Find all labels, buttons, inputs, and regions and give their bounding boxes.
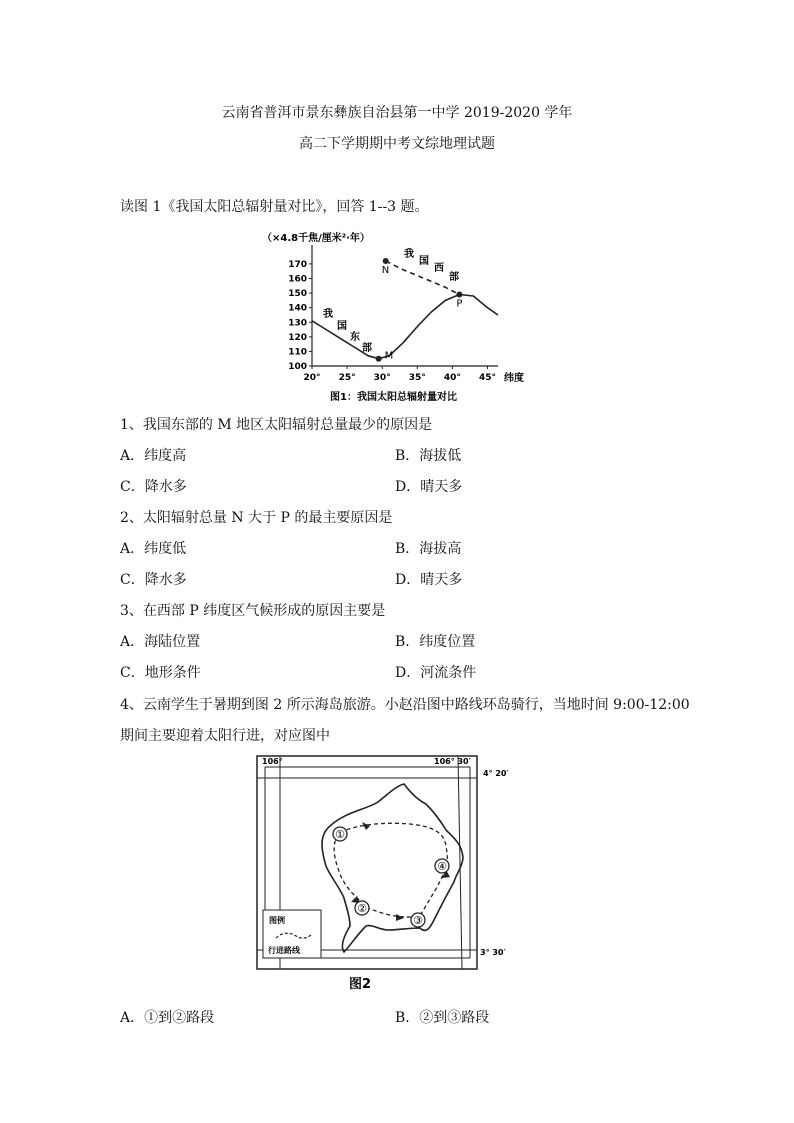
marker-1 [333, 827, 347, 841]
y-tick-label: 100 [288, 362, 307, 372]
q2-option-d[interactable]: D．晴天多 [395, 572, 463, 588]
q4-option-b[interactable]: B．②到③路段 [395, 1010, 490, 1026]
svg-text:④: ④ [437, 860, 447, 873]
y-tick-label: 120 [288, 332, 307, 343]
route-arrow-icon [396, 914, 404, 921]
figure1-chart [0, 225, 794, 405]
q1-option-c[interactable]: C．降水多 [120, 479, 187, 495]
point-label-m: M [384, 350, 394, 362]
x-tick-label: 40° [443, 373, 461, 383]
q2-option-c[interactable]: C．降水多 [120, 572, 187, 588]
q3-option-b[interactable]: B．纬度位置 [395, 634, 476, 650]
y-tick-label: 130 [288, 318, 307, 329]
figure1-xlabel: 纬度 [504, 373, 524, 384]
point-n [383, 258, 389, 264]
q4-option-a[interactable]: A．①到②路段 [120, 1010, 215, 1026]
q4-stem-line2: 期间主要迎着太阳行进，对应图中 [120, 728, 330, 744]
q1-option-a[interactable]: A．纬度高 [120, 448, 187, 464]
map-lon-right-label: 106° 30′ [434, 757, 471, 766]
y-tick-label: 170 [288, 259, 307, 270]
svg-text:①: ① [335, 828, 345, 841]
label-east-char: 我 [323, 309, 333, 320]
q1-option-d[interactable]: D．晴天多 [395, 479, 463, 495]
x-tick-label: 30° [373, 373, 391, 383]
marker-4 [435, 859, 449, 873]
svg-text:②: ② [357, 902, 367, 915]
label-west-char: 部 [449, 272, 459, 283]
figure1-caption: 图1：我国太阳总辐射量对比 [330, 392, 457, 403]
y-tick-label: 160 [288, 274, 307, 285]
label-east-char: 东 [350, 332, 360, 343]
q2-option-b[interactable]: B．海拔高 [395, 541, 462, 557]
map-legend-item: 行进路线 [268, 946, 300, 955]
figure2-map [0, 750, 794, 1000]
q2-stem: 2、太阳辐射总量 N 大于 P 的最主要原因是 [120, 510, 393, 526]
figure1-axes [288, 245, 498, 383]
label-east-char: 部 [362, 343, 372, 354]
point-label-n: N [381, 265, 390, 276]
svg-text:③: ③ [413, 914, 423, 927]
q3-option-c[interactable]: C．地形条件 [120, 665, 201, 681]
x-tick-label: 45° [478, 373, 496, 383]
q2-option-a[interactable]: A．纬度低 [120, 541, 187, 557]
page-title-line1: 云南省普洱市景东彝族自治县第一中学 2019-2020 学年 [221, 105, 573, 121]
figure2-caption: 图2 [349, 977, 372, 992]
marker-3 [411, 913, 425, 927]
route-path [334, 823, 447, 917]
label-west-char: 西 [434, 263, 444, 274]
page-title-line2: 高二下学期期中考文综地理试题 [299, 136, 495, 152]
figure1-unit-label: （×4.8千焦/厘米²·年） [262, 233, 370, 244]
q1-option-b[interactable]: B．海拔低 [395, 448, 462, 464]
map-lat-top-label: 4° 20′ [483, 769, 509, 778]
q3-option-d[interactable]: D．河流条件 [395, 665, 477, 681]
marker-2 [355, 901, 369, 915]
y-tick-label: 140 [288, 303, 307, 314]
map-lat-bottom-label: 3° 30′ [480, 948, 506, 957]
y-tick-label: 110 [288, 347, 307, 358]
map-legend-title: 图例 [269, 916, 285, 925]
q3-stem: 3、在西部 P 纬度区气候形成的原因主要是 [120, 603, 386, 619]
figure1-series [312, 261, 498, 359]
q1-stem: 1、我国东部的 M 地区太阳辐射总量最少的原因是 [120, 417, 433, 433]
q4-stem-line1: 4、云南学生于暑期到图 2 所示海岛旅游。小赵沿图中路线环岛骑行，当地时间 9:00-12:00 [120, 697, 690, 713]
label-west-char: 我 [404, 249, 414, 260]
label-west-char: 国 [419, 256, 429, 267]
intro-text: 读图 1《我国太阳总辐射量对比》，回答 1--3 题。 [120, 199, 429, 215]
x-tick-label: 20° [303, 373, 321, 383]
label-east-char: 国 [337, 321, 347, 332]
point-m [376, 356, 382, 362]
x-tick-label: 25° [338, 373, 356, 383]
q3-option-a[interactable]: A．海陆位置 [120, 634, 201, 650]
map-lon-left-label: 106° [262, 757, 283, 766]
point-p [456, 292, 462, 298]
x-tick-label: 35° [408, 373, 426, 383]
y-tick-label: 150 [288, 289, 307, 300]
point-label-p: P [456, 298, 463, 310]
